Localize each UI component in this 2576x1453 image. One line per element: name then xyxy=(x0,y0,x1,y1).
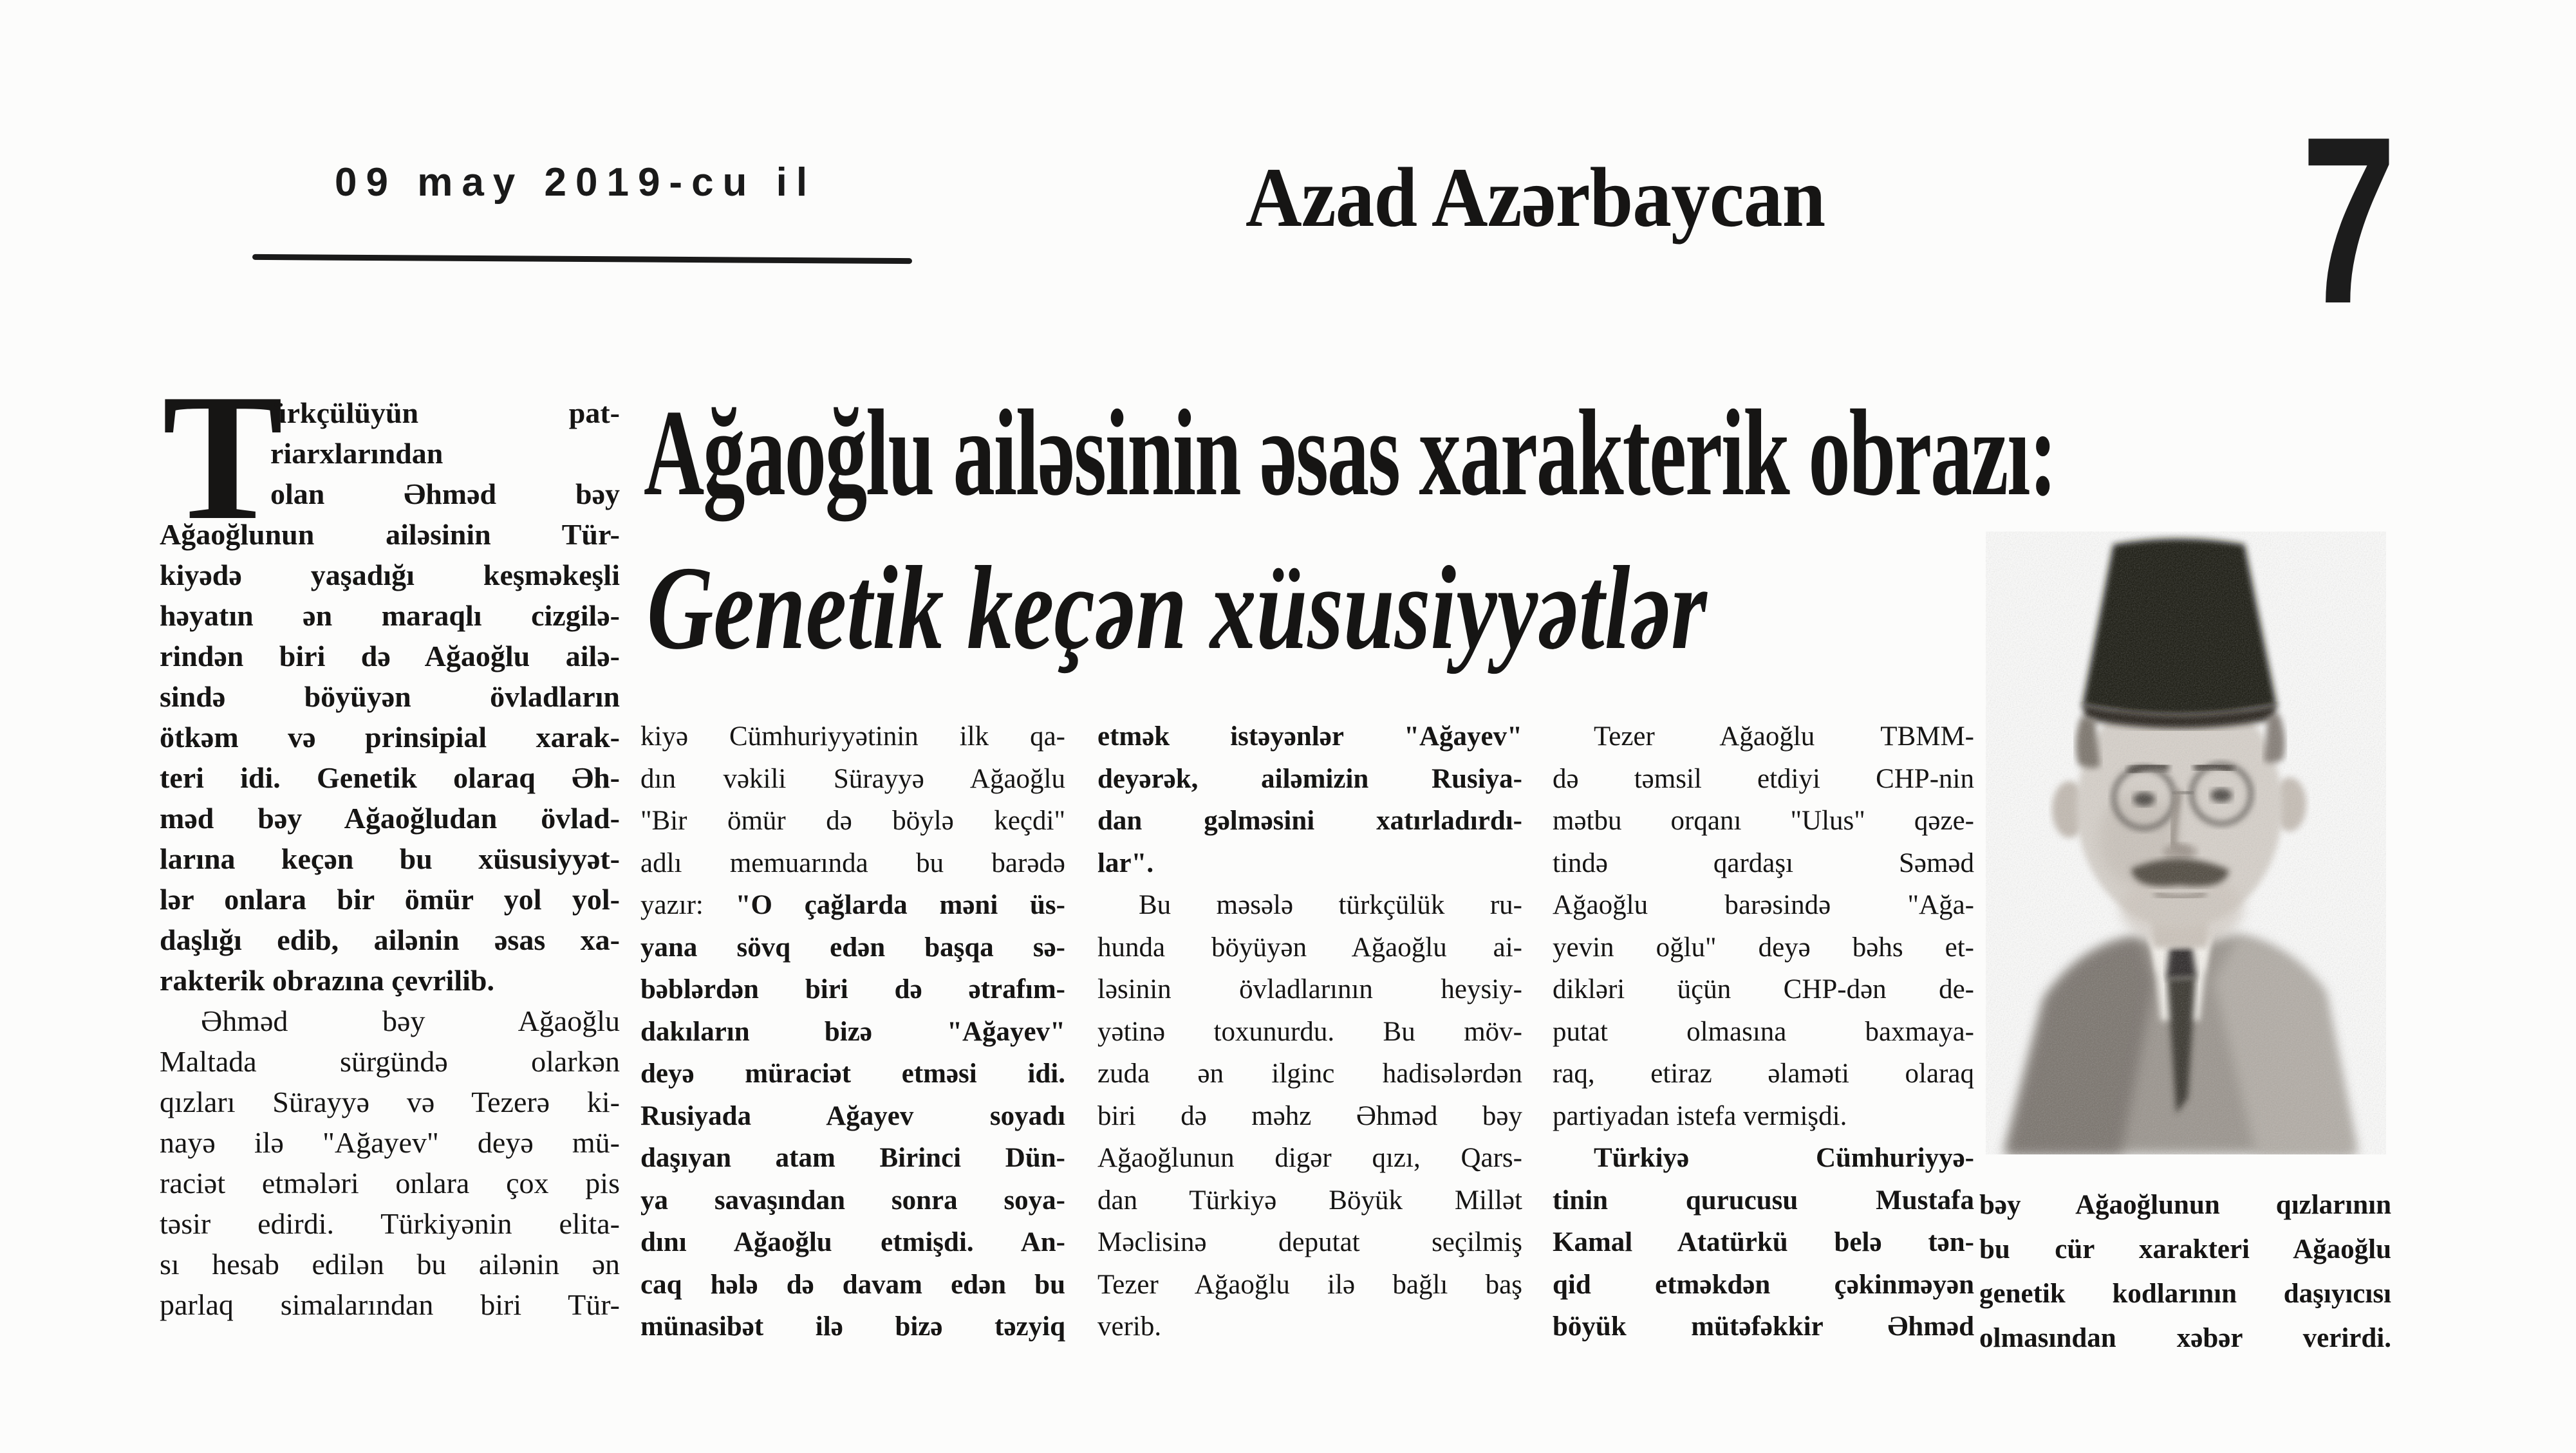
drop-cap-letter: T xyxy=(162,356,284,557)
text-line: zuda ən ilginc hadisələrdən xyxy=(1097,1059,1522,1089)
text-line: adlı memuarında bu barədə xyxy=(640,847,1065,878)
text-line: ürkçülüyün pat- xyxy=(270,396,620,429)
text-line: sində böyüyən övladların xyxy=(160,680,620,713)
text-line: Ağaoğlu barəsində "Ağa- xyxy=(1553,890,1974,920)
text-line: caq hələ də davam edən bu xyxy=(640,1269,1065,1300)
text-line: Tezer Ağaoğlu TBMM- xyxy=(1594,721,1974,752)
text-line: yevin oğlu" deyə bəhs et- xyxy=(1553,932,1974,963)
issue-date: 09 may 2019-cu il xyxy=(335,160,817,205)
text-line: qızları Sürayyə və Tezerə ki- xyxy=(160,1086,620,1118)
text-line: kiyədə yaşadığı keşməkeşli xyxy=(160,559,620,591)
text-line: Maltada sürgündə olarkən xyxy=(160,1045,620,1078)
text-line: rakterik obrazına çevrilib. xyxy=(160,964,494,997)
text-line: parlaq simalarından biri Tür- xyxy=(160,1288,620,1321)
text-line: deyə müraciət etməsi idi. xyxy=(640,1059,1065,1089)
text-line: larına keçən bu xüsusiyyət- xyxy=(160,842,620,875)
text-line: raciət etmələri onlara çox pis xyxy=(160,1167,620,1199)
text-line: raq, etiraz əlaməti olaraq xyxy=(1553,1059,1974,1089)
text-line: yətinə toxunurdu. Bu möv- xyxy=(1097,1016,1522,1047)
newspaper-masthead: Azad Azərbaycan xyxy=(1246,150,1825,245)
text-line: dını Ağaoğlu etmişdi. An- xyxy=(640,1227,1065,1257)
text-line: Ağaoğlunun ailəsinin Tür- xyxy=(160,518,620,551)
text-line: Türkiyə Cümhuriyyə- xyxy=(1594,1143,1974,1173)
text-line: mətbu orqanı "Ulus" qəze- xyxy=(1553,806,1974,836)
page-number: 7 xyxy=(2301,88,2397,353)
text-line: nayə ilə "Ağayev" deyə mü- xyxy=(160,1126,620,1159)
text-line: putat olmasına baxmaya- xyxy=(1553,1016,1974,1047)
text-line: "Bir ömür də böylə keçdi" xyxy=(640,806,1065,836)
text-line: də təmsil etdiyi CHP-nin xyxy=(1553,763,1974,794)
text-line: məd bəy Ağaoğludan övlad- xyxy=(160,802,620,835)
text-line: Məclisinə deputat seçilmiş xyxy=(1097,1227,1522,1257)
text-line: Tezer Ağaoğlu ilə bağlı baş xyxy=(1097,1269,1522,1300)
headline-line-2: Genetik keçən xüsusiyyətlər xyxy=(647,542,1707,674)
portrait-photo-man-in-fez xyxy=(1986,532,2386,1154)
text-line: dan gəlməsini xatırladırdı- xyxy=(1097,806,1522,836)
text-line: yazır: "O çağlarda məni üs- xyxy=(640,890,1065,920)
text-line: ya savaşından sonra soya- xyxy=(640,1185,1065,1216)
text-line: sı hesab edilən bu ailənin ən xyxy=(160,1248,620,1281)
date-underline-rule xyxy=(252,254,912,264)
text-line: dakıların bizə "Ağayev" xyxy=(640,1016,1065,1047)
text-line: lər onlara bir ömür yol yol- xyxy=(160,883,620,916)
text-line: rindən biri də Ağaoğlu ailə- xyxy=(160,640,620,672)
text-line: münasibət ilə bizə təzyiq xyxy=(640,1311,1065,1342)
text-line: Əhməd bəy Ağaoğlu xyxy=(201,1004,620,1037)
text-line: olan Əhməd bəy xyxy=(270,477,620,510)
text-line: bəy Ağaoğlunun qızlarının xyxy=(1979,1190,2391,1220)
text-line: dın vəkili Sürayyə Ağaoğlu xyxy=(640,763,1065,794)
text-line: Rusiyada Ağayev soyadı xyxy=(640,1100,1065,1131)
text-line: olmasından xəbər verirdi. xyxy=(1979,1323,2391,1353)
text-line: bu cür xarakteri Ağaoğlu xyxy=(1979,1234,2391,1264)
article-column-4 xyxy=(1553,716,1974,1348)
text-line: riarxlarından xyxy=(270,437,443,470)
text-line: Ağaoğlunun digər qızı, Qars- xyxy=(1097,1143,1522,1173)
text-line: tinin qurucusu Mustafa xyxy=(1553,1185,1974,1216)
text-line: genetik kodlarının daşıyıcısı xyxy=(1979,1279,2391,1309)
text-line: dikləri üçün CHP-dən de- xyxy=(1553,974,1974,1004)
article-column-2 xyxy=(640,716,1065,1348)
text-line: yana sövq edən başqa sə- xyxy=(640,932,1065,963)
text-line: verib. xyxy=(1097,1311,1162,1342)
article-column-3 xyxy=(1097,716,1522,1348)
text-line: təsir edirdi. Türkiyənin elita- xyxy=(160,1207,620,1240)
text-line: həyatın ən maraqlı cizgilə- xyxy=(160,599,620,632)
photo-caption xyxy=(1979,1183,2391,1360)
text-line: bəblərdən biri də ətrafım- xyxy=(640,974,1065,1004)
text-line: lar". xyxy=(1097,847,1154,878)
text-line: qid etməkdən çəkinməyən xyxy=(1553,1269,1974,1300)
text-line: dan Türkiyə Böyük Millət xyxy=(1097,1185,1522,1216)
text-line: ləsinin övladlarının heysiy- xyxy=(1097,974,1522,1004)
text-line: partiyadan istefa vermişdi. xyxy=(1553,1100,1847,1131)
text-line: kiyə Cümhuriyyətinin ilk qa- xyxy=(640,721,1065,752)
article-column-1 xyxy=(160,356,620,1325)
text-line: Bu məsələ türkçülük ru- xyxy=(1139,890,1522,920)
portrait-photo-graphic xyxy=(1986,532,2386,1154)
headline-line-1: Ağaoğlu ailəsinin əsas xarakterik obrazı: xyxy=(644,384,2056,521)
text-line: ötkəm və prinsipial xarak- xyxy=(160,721,620,754)
text-line: daşlığı edib, ailənin əsas xa- xyxy=(160,923,620,956)
text-line: Kamal Atatürkü belə tən- xyxy=(1553,1227,1974,1257)
text-line: böyük mütəfəkkir Əhməd xyxy=(1553,1311,1974,1342)
text-line: teri idi. Genetik olaraq Əh- xyxy=(160,761,620,794)
text-line: deyərək, ailəmizin Rusiya- xyxy=(1097,763,1522,794)
text-line: etmək istəyənlər "Ağayev" xyxy=(1097,721,1522,752)
text-line: biri də məhz Əhməd bəy xyxy=(1097,1100,1522,1131)
text-line: daşıyan atam Birinci Dün- xyxy=(640,1143,1065,1173)
text-line: tində qardaşı Səməd xyxy=(1553,847,1974,878)
text-line: hunda böyüyən Ağaoğlu ai- xyxy=(1097,932,1522,963)
